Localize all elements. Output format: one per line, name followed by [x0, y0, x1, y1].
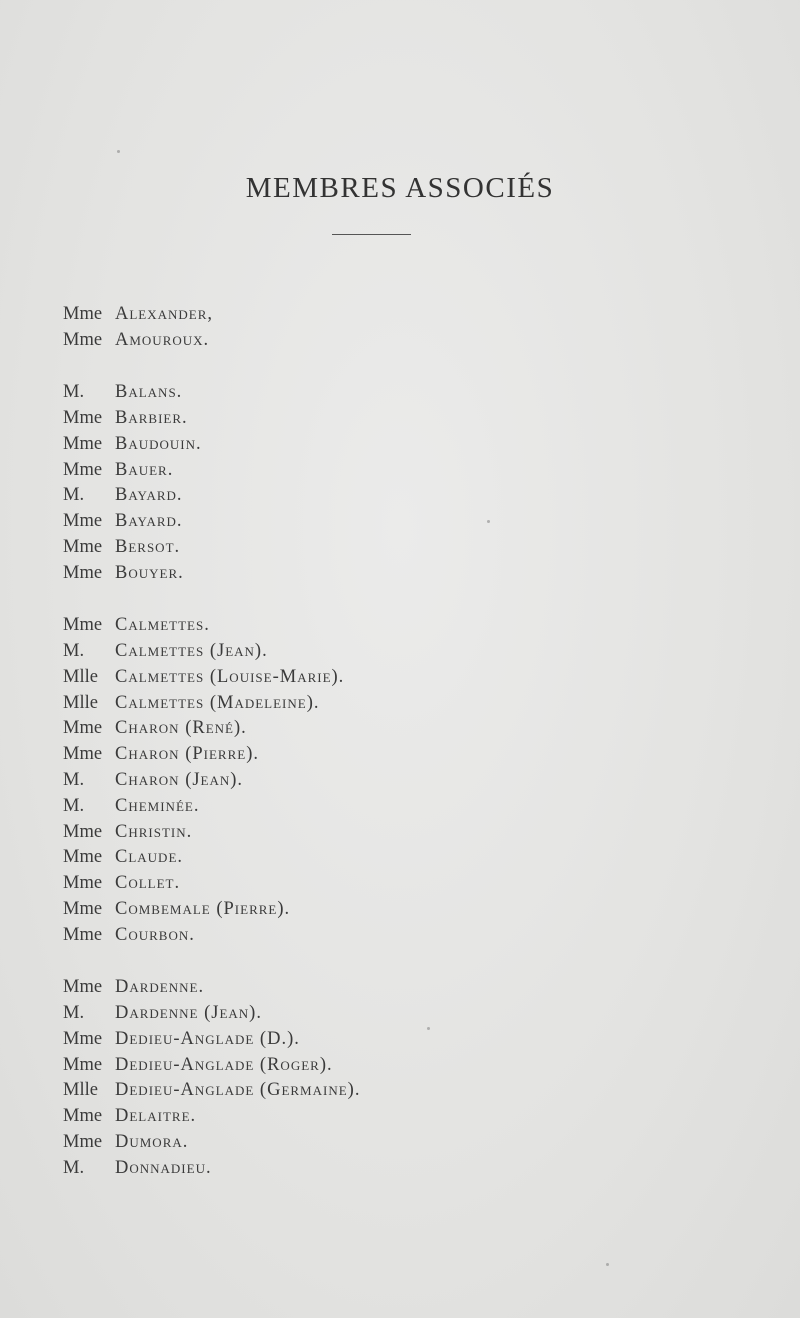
- member-name: Cheminée.: [115, 795, 200, 816]
- member-name: Courbon.: [115, 924, 195, 945]
- member-name: Bauer.: [115, 459, 174, 480]
- honorific: M.: [63, 485, 85, 506]
- member-name: Calmettes (Madeleine).: [115, 692, 320, 713]
- list-item: [63, 975, 360, 1001]
- list-item: [63, 1156, 360, 1182]
- list-item: [63, 509, 360, 535]
- member-name: Dumora.: [115, 1131, 189, 1152]
- member-name: Bouyer.: [115, 562, 184, 583]
- member-name: Bersot.: [115, 536, 181, 557]
- member-name: Balans.: [115, 382, 183, 403]
- member-name: Barbier.: [115, 407, 188, 428]
- member-name: Charon (Pierre).: [115, 744, 259, 765]
- honorific: M.: [63, 795, 85, 816]
- honorific: Mme: [63, 459, 103, 480]
- member-name: Claude.: [115, 847, 184, 868]
- member-name: Bayard.: [115, 511, 183, 532]
- member-name: Charon (Jean).: [115, 769, 244, 790]
- member-name: Dedieu-Anglade (D.).: [115, 1028, 300, 1049]
- honorific: Mme: [63, 433, 103, 454]
- member-name: Dardenne (Jean).: [115, 1002, 262, 1023]
- group-spacer: [63, 354, 360, 381]
- honorific: Mlle: [63, 692, 98, 713]
- group-spacer: [63, 949, 360, 976]
- member-group-c: [63, 613, 360, 948]
- list-item: [63, 923, 360, 949]
- honorific: Mme: [63, 329, 103, 350]
- member-name: Christin.: [115, 821, 193, 842]
- honorific: Mlle: [63, 666, 98, 687]
- honorific: Mme: [63, 511, 103, 532]
- honorific: Mme: [63, 562, 103, 583]
- list-item: [63, 613, 360, 639]
- list-item: [63, 328, 360, 354]
- list-item: [63, 432, 360, 458]
- paper-speck: [606, 1263, 609, 1266]
- list-item: [63, 871, 360, 897]
- member-name: Calmettes (Louise-Marie).: [115, 666, 345, 687]
- list-item: [63, 794, 360, 820]
- honorific: Mme: [63, 924, 103, 945]
- list-item: [63, 380, 360, 406]
- member-name: Dedieu-Anglade (Germaine).: [115, 1080, 361, 1101]
- list-item: [63, 1001, 360, 1027]
- member-name: Delaitre.: [115, 1106, 197, 1127]
- member-name: Alexander,: [115, 304, 214, 324]
- list-item: [63, 691, 360, 717]
- member-name: Bayard.: [115, 485, 183, 506]
- list-item: [63, 845, 360, 871]
- honorific: M.: [63, 382, 85, 403]
- honorific: Mme: [63, 1028, 103, 1049]
- member-name: Dardenne.: [115, 977, 205, 998]
- honorific: Mlle: [63, 1080, 98, 1101]
- honorific: Mme: [63, 304, 103, 324]
- list-item: [63, 483, 360, 509]
- list-item: [63, 768, 360, 794]
- honorific: Mme: [63, 536, 103, 557]
- paper-speck: [427, 1027, 430, 1030]
- paper-speck: [487, 520, 490, 523]
- honorific: Mme: [63, 1054, 103, 1075]
- list-item: [63, 639, 360, 665]
- member-list: [63, 302, 360, 1181]
- honorific: M.: [63, 1002, 85, 1023]
- list-item: [63, 1053, 360, 1079]
- list-item: [63, 1078, 360, 1104]
- list-item: [63, 665, 360, 691]
- member-name: Baudouin.: [115, 433, 202, 454]
- member-name: Amouroux.: [115, 329, 210, 350]
- member-name: Charon (René).: [115, 718, 247, 739]
- list-item: [63, 897, 360, 923]
- list-item: [63, 561, 360, 587]
- member-group-a: [63, 302, 360, 354]
- honorific: Mme: [63, 744, 103, 765]
- honorific: Mme: [63, 977, 103, 998]
- honorific: Mme: [63, 718, 103, 739]
- honorific: Mme: [63, 1131, 103, 1152]
- honorific: Mme: [63, 873, 103, 894]
- honorific: Mme: [63, 847, 103, 868]
- page-title: MEMBRES ASSOCIÉS: [245, 172, 555, 204]
- title-divider: [332, 234, 411, 235]
- list-item: [63, 302, 360, 328]
- honorific: Mme: [63, 1106, 103, 1127]
- honorific: M.: [63, 1157, 85, 1178]
- honorific: M.: [63, 769, 85, 790]
- list-item: [63, 535, 360, 561]
- list-item: [63, 1104, 360, 1130]
- list-item: [63, 820, 360, 846]
- list-item: [63, 716, 360, 742]
- paper-speck: [117, 150, 120, 153]
- honorific: Mme: [63, 615, 103, 636]
- list-item: [63, 458, 360, 484]
- list-item: [63, 406, 360, 432]
- honorific: M.: [63, 640, 85, 661]
- list-item: [63, 1027, 360, 1053]
- honorific: Mme: [63, 898, 103, 919]
- member-name: Collet.: [115, 873, 181, 894]
- member-name: Donnadieu.: [115, 1157, 212, 1178]
- member-name: Combemale (Pierre).: [115, 898, 291, 919]
- member-name: Dedieu-Anglade (Roger).: [115, 1054, 333, 1075]
- honorific: Mme: [63, 407, 103, 428]
- member-group-b: [63, 380, 360, 586]
- member-group-d: [63, 975, 360, 1181]
- member-name: Calmettes.: [115, 615, 210, 636]
- list-item: [63, 742, 360, 768]
- group-spacer: [63, 587, 360, 614]
- member-name: Calmettes (Jean).: [115, 640, 268, 661]
- list-item: [63, 1130, 360, 1156]
- honorific: Mme: [63, 821, 103, 842]
